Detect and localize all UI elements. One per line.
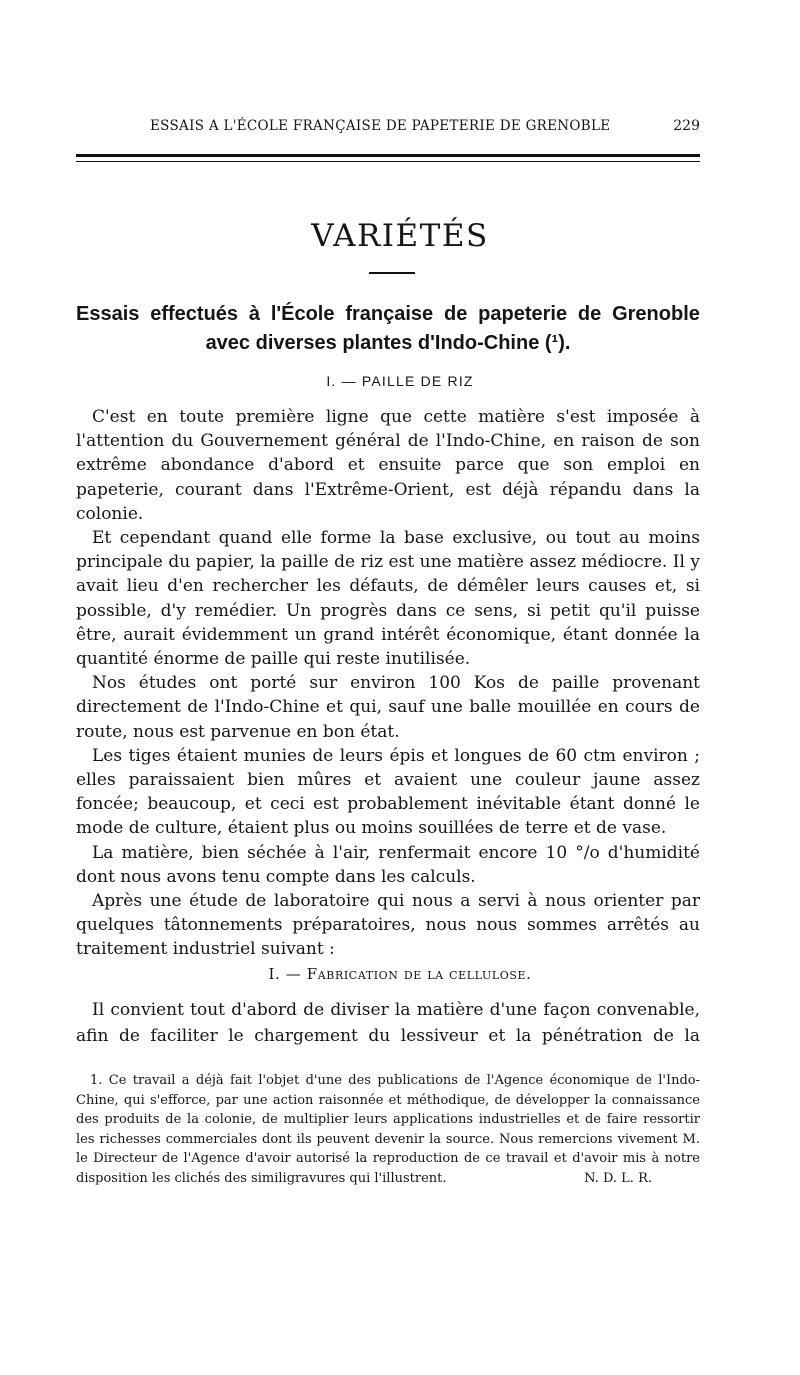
article-title-line-1: [76, 300, 700, 329]
paragraph: Il convient tout d'abord de diviser la matière d'une façon convenable, afin de faciliter le chargement du lessiveur et la pénétration de la: [76, 1000, 700, 1046]
title-word: à: [248, 303, 260, 325]
body-text: [76, 405, 700, 962]
subheading-paille-de-riz: I. — PAILLE DE RIZ: [326, 373, 474, 389]
title-word: de: [443, 303, 468, 325]
title-word: Grenoble: [612, 303, 700, 325]
body-text-continued: [76, 997, 700, 1049]
paragraph: Et cependant quand elle forme la base exclusive, ou tout au moins principale du papier, la paille de riz est une matière assez médiocre. Il y avait lieu d'en rechercher les défauts, de démêler leurs causes et, si possible, d'y remédier. Un progrès dans ce sens, si petit qu'il puisse être, aurait évidemment un grand intérêt économique, étant donnée la quantité énorme de paille qui reste inutilisée.: [76, 528, 700, 670]
running-title: ESSAIS A L'ÉCOLE FRANÇAISE DE PAPETERIE DE GRENOBLE: [150, 118, 611, 134]
subsection-number: I. —: [268, 965, 302, 983]
footnote: [76, 1071, 700, 1189]
title-word: effectués: [150, 303, 239, 325]
paragraph: Nos études ont porté sur environ 100 Kos de paille provenant directement de l'Indo-Chine et qui, sauf une balle mouillée en cours de route, nous est parvenue en bon état.: [76, 673, 700, 742]
article-title-line-2-text: avec diverses plantes d'Indo-Chine: [205, 332, 540, 354]
title-word: de: [577, 303, 602, 325]
footnote-reference: (¹).: [544, 332, 571, 354]
section-title: VARIÉTÉS: [311, 218, 489, 254]
paragraph: Les tiges étaient munies de leurs épis et longues de 60 ctm environ ; elles paraissaient bien mûres et avaient une couleur jaune assez foncée; beaucoup, et ceci est probablement inévitable étant donné le mode de culture, étaient plus ou moins souillées de terre et de vase.: [76, 745, 700, 839]
header-rule-thick: [76, 154, 700, 157]
title-divider: [369, 272, 415, 274]
article-title-line-2: [76, 329, 700, 358]
footnote-body: 1. Ce travail a déjà fait l'objet d'une des publications de l'Agence économique de l'Indo-Chine, qui s'efforce, par une action raisonnée et méthodique, de développer la connaissance des produits de la colonie, de multiplier leurs applications industrielles et de faire ressortir les richesses commerciales dont ils peuvent devenir la source. Nous remercions vivement M. le Directeur de l'Agence d'avoir autorisé la reproduction de ce travail et d'avoir mis à notre disposition les clichés des similigravures qui l'illustrent.: [76, 1073, 700, 1186]
paragraph: Après une étude de laboratoire qui nous a servi à nous orienter par quelques tâtonnements préparatoires, nous nous sommes arrêtés au traitement industriel suivant :: [76, 891, 700, 960]
footnote-signature: N. D. L. R.: [584, 1170, 652, 1186]
paragraph: La matière, bien séchée à l'air, renfermait encore 10 °/o d'humidité dont nous avons tenu compte dans les calculs.: [76, 842, 700, 887]
title-word: l'École: [270, 303, 335, 325]
title-word: française: [345, 303, 434, 325]
article-title: [76, 300, 700, 358]
running-header: [150, 118, 700, 140]
page-number: 229: [673, 118, 700, 134]
subsection-title: Fabrication de la cellulose.: [306, 965, 532, 983]
title-word: Essais: [76, 303, 140, 325]
header-rule-thin: [76, 161, 700, 162]
footnote-text: [76, 1071, 700, 1189]
subsection-heading: [0, 965, 800, 983]
paragraph: C'est en toute première ligne que cette matière s'est imposée à l'attention du Gouvernement général de l'Indo-Chine, en raison de son extrême abondance d'abord et ensuite parce que son emploi en papeterie, courant dans l'Extrême-Orient, est déjà répandu dans la colonie.: [76, 407, 700, 524]
title-word: papeterie: [478, 303, 568, 325]
